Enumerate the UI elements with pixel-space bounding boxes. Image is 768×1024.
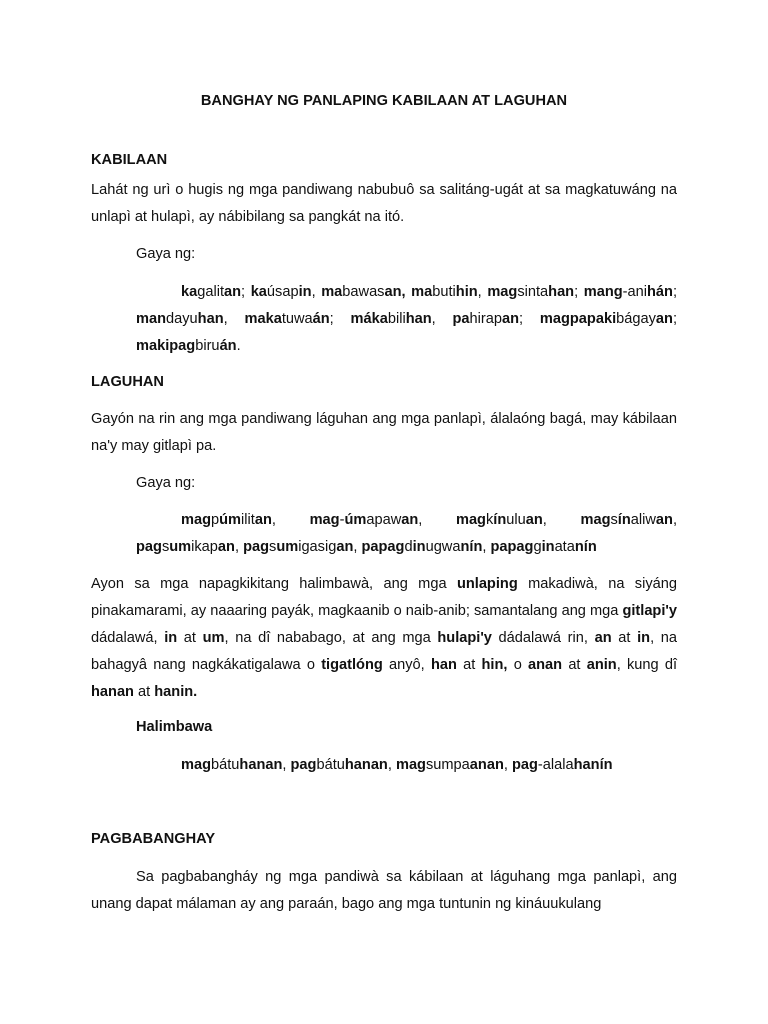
word-part: máka	[350, 311, 388, 327]
indent	[136, 284, 181, 300]
word-part: in	[298, 284, 312, 300]
word-part: -	[339, 512, 345, 528]
word-part: nín	[460, 539, 483, 555]
example-word	[136, 311, 244, 327]
example-part: hanín	[573, 757, 613, 773]
word-part: igasig	[298, 539, 337, 555]
text-run: anyô,	[382, 657, 431, 673]
text-run: , na bahagyâ nang nagkákatigalawa o	[91, 630, 678, 673]
text-run: in	[164, 630, 178, 646]
word-part: han	[548, 284, 575, 300]
word-part: papag	[361, 539, 405, 555]
word-part: an	[525, 512, 543, 528]
ayon-paragraph	[91, 571, 677, 706]
word-part: ma	[321, 284, 343, 300]
word-part: ulu	[506, 512, 526, 528]
word-part: maka	[244, 311, 282, 327]
indent	[136, 512, 181, 528]
word-part: ;	[241, 284, 251, 300]
word-part: ata	[554, 539, 575, 555]
text-run: dádalawá,	[91, 630, 165, 646]
word-part: ,	[431, 311, 453, 327]
word-part: tuwa	[281, 311, 313, 327]
example-word	[487, 284, 583, 300]
word-part: pag	[136, 539, 162, 555]
word-part: hán	[647, 284, 673, 300]
word-part: han	[405, 311, 432, 327]
pagbabanghay-paragraph: Sa pagbabangháy ng mga pandiwà sa kábilaan at láguhang mga panlapì, ang unang dapat málaman ay ang paraán, bago ang mga tuntunin ng kináuukulang	[91, 869, 677, 912]
example-word	[580, 512, 677, 528]
text-run: , na dî nababago, at ang mga	[224, 630, 438, 646]
word-part: mag	[580, 512, 611, 528]
word-part: mag	[181, 512, 212, 528]
word-part: papag	[490, 539, 534, 555]
halimbawa-label: Halimbawa	[136, 719, 213, 735]
text-run: in	[637, 630, 651, 646]
text-run: at	[133, 684, 155, 700]
word-part: buti	[432, 284, 456, 300]
word-part: an	[254, 512, 272, 528]
word-part: nín	[574, 539, 597, 555]
text-run: Ayon sa mga napagkikitang halimbawà, ang mga	[91, 576, 457, 592]
text-run: at	[456, 657, 482, 673]
word-part: han	[197, 311, 224, 327]
example-part: pag	[511, 757, 538, 773]
example-word	[490, 539, 596, 555]
word-part: s	[610, 512, 618, 528]
word-part: s	[161, 539, 170, 555]
heading-kabilaan: KABILAAN	[91, 152, 168, 168]
word-part: um	[169, 539, 192, 555]
text-run: at	[611, 630, 638, 646]
word-part: mag	[309, 512, 340, 528]
text-run: hanin.	[154, 684, 198, 700]
word-part: d	[404, 539, 413, 555]
word-part: magpapaki	[539, 311, 617, 327]
word-part: ;	[329, 311, 351, 327]
word-part: an	[224, 284, 242, 300]
example-word	[351, 311, 453, 327]
text-run: at	[562, 657, 587, 673]
page-title: BANGHAY NG PANLAPING KABILAAN AT LAGUHAN	[200, 93, 568, 109]
word-part: ,	[311, 284, 322, 300]
word-part: ikap	[191, 539, 218, 555]
example-word	[243, 539, 361, 555]
word-part: án	[219, 338, 237, 354]
example-word	[251, 284, 322, 300]
example-part: ,	[503, 757, 512, 773]
word-part: an	[401, 512, 419, 528]
word-part: an	[655, 311, 673, 327]
example-word	[181, 284, 251, 300]
word-part: ,	[353, 539, 362, 555]
laguhan-gaya-ng: Gaya ng:	[136, 475, 196, 491]
word-part: bágay	[616, 311, 656, 327]
word-part: an	[217, 539, 235, 555]
word-part: man	[136, 311, 167, 327]
example-word	[456, 512, 581, 528]
text-run: an	[594, 630, 612, 646]
word-part: hirap	[469, 311, 502, 327]
word-part: ;	[672, 311, 677, 327]
example-word	[321, 284, 411, 300]
example-part: -alala	[537, 757, 574, 773]
word-part: ,	[418, 512, 456, 528]
word-part: ka	[250, 284, 267, 300]
word-part: p	[211, 512, 220, 528]
text-run: um	[202, 630, 225, 646]
word-part: ,	[482, 539, 491, 555]
word-part: úm	[344, 512, 367, 528]
kabilaan-examples	[136, 279, 677, 360]
word-part: -ani	[622, 284, 648, 300]
example-part: ,	[282, 757, 291, 773]
kabilaan-paragraph: Lahát ng urì o hugis ng mga pandiwang nabubuô sa salitáng-ugát at sa magkatuwáng na unlapì at hulapì, ay nábibilang sa pangkát na itó.	[91, 182, 677, 225]
word-part: ilit	[241, 512, 255, 528]
word-part: ín	[493, 512, 507, 528]
word-part: ,	[271, 512, 310, 528]
example-word	[584, 284, 677, 300]
example-part: hanan	[344, 757, 388, 773]
word-part: k	[485, 512, 494, 528]
word-part: dayu	[166, 311, 198, 327]
text-run: , kung dî	[616, 657, 678, 673]
example-word	[310, 512, 456, 528]
laguhan-paragraph: Gayón na rin ang mga pandiwang láguhan ang mga panlapì, álalaóng bagá, may kábilaan na'y may gitlapì pa.	[91, 411, 677, 454]
example-word	[540, 311, 677, 327]
kabilaan-gaya-ng: Gaya ng:	[136, 246, 196, 262]
word-part: apaw	[366, 512, 402, 528]
word-part: ka	[181, 284, 198, 300]
word-part: ugwa	[425, 539, 461, 555]
word-part: bili	[387, 311, 406, 327]
word-part: ;	[672, 284, 678, 300]
word-part: s	[269, 539, 277, 555]
word-part: ín	[617, 512, 631, 528]
text-run: makadiwà, na siyáng pinakamarami, ay naaaring payák, magkaanib o naib-anib; samantalang ang mga	[91, 576, 677, 619]
word-part: g	[533, 539, 542, 555]
word-part: úsap	[266, 284, 299, 300]
example-part: mag	[395, 757, 426, 773]
example-part: mag	[181, 757, 212, 773]
text-run: o	[507, 657, 529, 673]
word-part: makipag	[136, 338, 196, 354]
word-part: in	[541, 539, 555, 555]
example-word	[453, 311, 540, 327]
example-part: hanan	[239, 757, 283, 773]
word-part: ;	[519, 311, 540, 327]
word-part: biru	[195, 338, 220, 354]
heading-pagbabanghay: PAGBABANGHAY	[91, 831, 216, 847]
example-word	[136, 338, 241, 354]
example-part: bátu	[211, 757, 240, 773]
word-part: ma	[411, 284, 433, 300]
word-part: um	[276, 539, 299, 555]
word-part: an,	[384, 284, 406, 300]
word-part: úm	[219, 512, 242, 528]
text-run: unlaping	[456, 576, 518, 592]
word-part: .	[236, 338, 241, 354]
halimbawa-examples	[181, 757, 613, 773]
example-word	[136, 539, 243, 555]
word-part: aliw	[630, 512, 656, 528]
example-word	[361, 539, 490, 555]
word-part: mag	[487, 284, 518, 300]
word-part: an	[655, 512, 673, 528]
word-part: ,	[542, 512, 581, 528]
word-part: ;	[574, 284, 584, 300]
text-run: anin	[586, 657, 617, 673]
word-part: ,	[234, 539, 244, 555]
word-part: in	[412, 539, 426, 555]
word-part: ,	[672, 512, 678, 528]
laguhan-examples	[136, 507, 677, 561]
word-part: bawas	[342, 284, 385, 300]
text-run: tigatlóng	[321, 657, 383, 673]
example-part: ,	[387, 757, 396, 773]
word-part: pa	[452, 311, 470, 327]
text-run: han	[430, 657, 457, 673]
word-part: mag	[455, 512, 486, 528]
word-part: pag	[243, 539, 270, 555]
example-part: anan	[469, 757, 504, 773]
example-word	[411, 284, 487, 300]
word-part: án	[312, 311, 330, 327]
word-part: hin	[455, 284, 478, 300]
word-part: galit	[197, 284, 225, 300]
example-word	[244, 311, 350, 327]
word-part: an	[502, 311, 520, 327]
text-run: dádalawá rin,	[491, 630, 595, 646]
heading-laguhan: LAGUHAN	[91, 374, 164, 390]
word-part: sinta	[517, 284, 549, 300]
example-part: pag	[290, 757, 317, 773]
text-run: hulapi'y	[437, 630, 492, 646]
example-word	[181, 512, 310, 528]
example-part: bátu	[316, 757, 345, 773]
text-run: hanan	[91, 684, 134, 700]
text-run: gitlapi'y	[622, 603, 677, 619]
example-part: sumpa	[425, 757, 470, 773]
word-part: ,	[223, 311, 245, 327]
text-run: anan	[528, 657, 563, 673]
text-run: at	[177, 630, 203, 646]
word-part: ,	[477, 284, 488, 300]
word-part: mang	[583, 284, 623, 300]
text-run: hin,	[481, 657, 508, 673]
word-part: an	[336, 539, 354, 555]
